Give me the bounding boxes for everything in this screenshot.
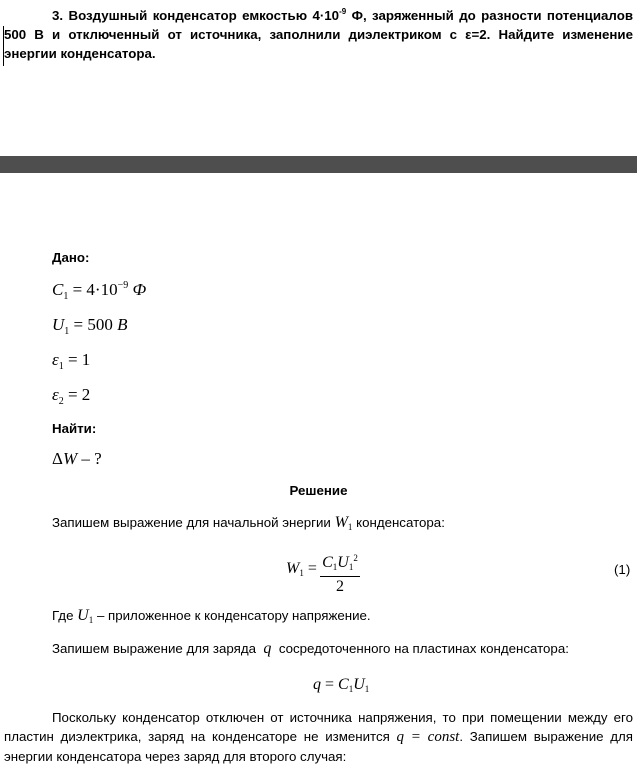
- problem-text-2: Ф, заряженный до разности потенциалов 500 В и отключенный от источника, заполнили диэлектриком с ε=2. Найдите изменение энергии конденсатора.: [4, 8, 633, 61]
- para-math: q = const: [396, 729, 460, 745]
- f2-eq: =: [325, 676, 335, 693]
- para-text-after: . Запишем выражение для энергии конденсатора через заряд для второго случая:: [4, 729, 633, 764]
- problem-exponent: -9: [339, 7, 347, 16]
- formula-1-number: (1): [614, 562, 631, 577]
- line1-w: W: [334, 514, 348, 531]
- u1-unit: В: [117, 315, 128, 334]
- delta-symbol: Δ: [52, 449, 63, 468]
- given-e2: [52, 385, 90, 405]
- solution-paragraph: [4, 708, 633, 766]
- e1-symbol: ε: [52, 350, 59, 369]
- problem-number: 3.: [52, 8, 64, 23]
- f2-u-sub: 1: [364, 684, 370, 694]
- f1-c-sub: 1: [332, 562, 338, 572]
- line3-q: q: [263, 640, 272, 657]
- page-separator-band: [0, 156, 637, 173]
- f1-w-sub: 1: [299, 568, 304, 578]
- c1-unit: Ф: [132, 280, 147, 299]
- given-c1: [52, 280, 146, 300]
- para-text-before: Поскольку конденсатор отключен от источника напряжения, то при помещении между его пластин диэлектрика, заряд на конденсаторе не изменится: [4, 710, 633, 744]
- f1-u: U: [337, 554, 349, 571]
- problem-statement: [4, 6, 633, 63]
- solution-line-3: [52, 640, 569, 658]
- f2-c-sub: 1: [348, 684, 354, 694]
- c1-value: = 4·10: [72, 280, 118, 299]
- u1-subscript: 1: [64, 326, 70, 337]
- find-question: – ?: [77, 449, 102, 468]
- line1-text-after: конденсатора:: [356, 515, 445, 530]
- line1-text-before: Запишем выражение для начальной энергии: [52, 515, 331, 530]
- c1-exponent: −9: [117, 280, 129, 291]
- f1-numerator: [320, 549, 360, 577]
- solution-heading: Решение: [289, 483, 348, 498]
- f2-q: q: [313, 676, 321, 693]
- problem-text-1: Воздушный конденсатор емкостью 4: [68, 8, 320, 23]
- formula-1-lhs: [286, 560, 317, 578]
- f1-eq: =: [307, 560, 317, 577]
- c1-symbol: C: [52, 280, 64, 299]
- solution-line-1: [52, 514, 445, 532]
- e2-value: = 2: [67, 385, 91, 404]
- line2-text-before: Где: [52, 608, 74, 623]
- f1-w: W: [286, 560, 300, 577]
- left-margin-line: [3, 26, 4, 66]
- w-symbol: W: [62, 449, 78, 468]
- f1-u-sup: 2: [353, 553, 358, 563]
- line2-math: [77, 607, 93, 624]
- formula-2: [313, 676, 369, 694]
- f1-c: C: [322, 554, 333, 571]
- line1-math: [335, 514, 353, 531]
- f1-u-sub: 1: [348, 562, 354, 572]
- line3-text-before: Запишем выражение для заряда: [52, 641, 257, 656]
- u1-value: = 500: [73, 315, 113, 334]
- e2-subscript: 2: [58, 396, 64, 407]
- line3-math: [263, 640, 271, 657]
- e2-symbol: ε: [52, 385, 59, 404]
- line2-u: U: [77, 607, 89, 624]
- formula-1-fraction: [320, 549, 360, 597]
- c1-subscript: 1: [63, 291, 69, 302]
- problem-dot: ·: [319, 8, 325, 23]
- line2-sub: 1: [88, 615, 94, 625]
- line2-text-after: – приложенное к конденсатору напряжение.: [96, 608, 371, 623]
- e1-value: = 1: [67, 350, 91, 369]
- find-expression: [52, 449, 102, 469]
- u1-symbol: U: [52, 315, 65, 334]
- given-u1: [52, 315, 128, 335]
- given-label: Дано:: [52, 250, 90, 265]
- solution-line-2: [52, 607, 371, 625]
- find-label: Найти:: [52, 421, 97, 436]
- f2-u: U: [353, 676, 365, 693]
- line1-sub: 1: [347, 522, 353, 532]
- f1-denominator: 2: [336, 578, 344, 595]
- problem-ten: 10: [324, 8, 340, 23]
- line3-text-after: сосредоточенного на пластинах конденсатора:: [278, 641, 569, 656]
- f2-c: C: [338, 676, 349, 693]
- given-e1: [52, 350, 90, 370]
- e1-subscript: 1: [58, 361, 64, 372]
